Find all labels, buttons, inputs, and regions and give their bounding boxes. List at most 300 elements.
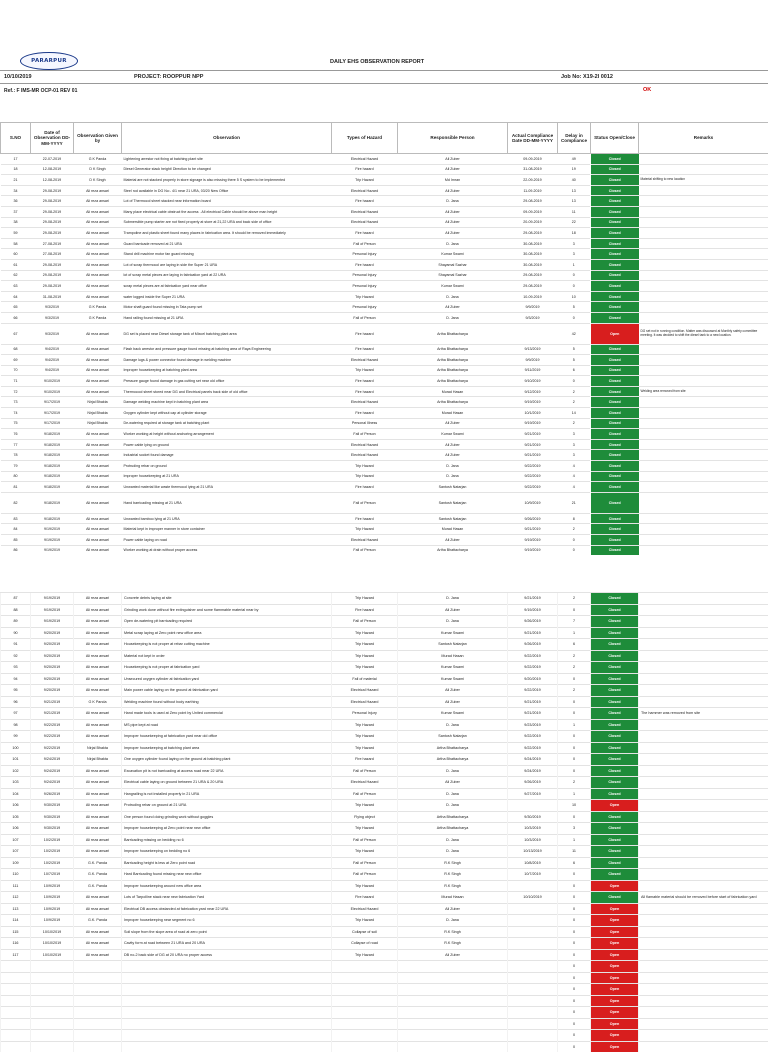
cell-remarks — [639, 846, 768, 858]
cell-delay: 0 — [558, 696, 591, 708]
cell-compliance-date — [508, 1041, 558, 1052]
table-row — [1, 627, 768, 639]
cell-sno: 117 — [1, 949, 31, 961]
cell-date: 9/22/2019 — [31, 719, 74, 731]
cell-date: 9/24/2019 — [31, 765, 74, 777]
cell-hazard-type: Fall of Person — [332, 834, 398, 846]
cell-remarks — [639, 754, 768, 766]
cell-status: Open — [591, 961, 639, 973]
cell-responsible: Kumar Swami — [398, 627, 508, 639]
cell-date: 9/18/2019 — [31, 461, 74, 472]
cell-remarks — [639, 281, 768, 292]
cell-responsible: Santosh Natarjan — [398, 492, 508, 513]
cell-hazard-type: Trip Hazard — [332, 742, 398, 754]
cell-status: Open — [591, 903, 639, 915]
cell-hazard-type: Fire hazard — [332, 892, 398, 904]
cell-remarks: The hammer was removed from site — [639, 708, 768, 720]
cell-responsible: Ali Zuber — [398, 777, 508, 789]
table-row — [1, 175, 768, 186]
cell-remarks: Welding area removed from site — [639, 386, 768, 397]
cell-responsible: R.K Singh — [398, 926, 508, 938]
cell-given-by: Ali reza ansari — [74, 938, 122, 950]
cell-observation: Improper housekeeping at batching plant area — [122, 365, 332, 376]
cell-status: Closed — [591, 206, 639, 217]
cell-sno: 103 — [1, 777, 31, 789]
cell-hazard-type: Fire hazard — [332, 482, 398, 493]
cell-remarks — [639, 1030, 768, 1042]
cell-observation: Power cable lying on ground — [122, 439, 332, 450]
cell-compliance-date: 9/9/2019 — [508, 355, 558, 366]
cell-status: Closed — [591, 450, 639, 461]
cell-observation: Improper housekeeping near segment no 6 — [122, 915, 332, 927]
cell-given-by: Ali reza ansari — [74, 949, 122, 961]
cell-status: Closed — [591, 823, 639, 835]
cell-compliance-date: 9/20/2019 — [508, 673, 558, 685]
cell-status: Closed — [591, 302, 639, 313]
cell-given-by: D K Singh — [74, 175, 122, 186]
cell-sno: 36 — [1, 196, 31, 207]
cell-hazard-type: Fall of material — [332, 673, 398, 685]
cell-date: 10/2/2019 — [31, 834, 74, 846]
cell-date: 29-08-2019 — [31, 185, 74, 196]
cell-responsible: Artha Bhattacharya — [398, 742, 508, 754]
cell-delay: 0 — [558, 880, 591, 892]
cell-sno: 81 — [1, 482, 31, 493]
cell-date: 9/30/2019 — [31, 811, 74, 823]
cell-given-by: Ali reza ansari — [74, 450, 122, 461]
cell-date: 9/3/2019 — [31, 302, 74, 313]
cell-remarks — [639, 1007, 768, 1019]
cell-status: Closed — [591, 708, 639, 720]
cell-responsible: Ali Zuber — [398, 949, 508, 961]
cell-compliance-date: 30-08-2019 — [508, 238, 558, 249]
cell-hazard-type: Fire hazard — [332, 344, 398, 355]
cell-remarks — [639, 995, 768, 1007]
cell-compliance-date — [508, 972, 558, 984]
table-row — [1, 857, 768, 869]
col-delay: Delay in Compliance — [558, 123, 591, 154]
cell-sno: 72 — [1, 386, 31, 397]
cell-responsible: D. Jana — [398, 719, 508, 731]
cell-status: Closed — [591, 857, 639, 869]
table-row — [1, 903, 768, 915]
cell-delay: 0 — [558, 915, 591, 927]
cell-sno — [1, 1041, 31, 1052]
cell-sno: 74 — [1, 408, 31, 419]
cell-hazard-type: Trip Hazard — [332, 846, 398, 858]
cell-hazard-type: Trip Hazard — [332, 593, 398, 605]
cell-hazard-type: Fire hazard — [332, 228, 398, 239]
cell-hazard-type: Electrical Hazard — [332, 450, 398, 461]
cell-sno: 68 — [1, 344, 31, 355]
cell-observation: Barricading height is less at Zero point road — [122, 857, 332, 869]
company-logo — [20, 52, 78, 70]
cell-date: 9/30/2019 — [31, 800, 74, 812]
cell-date: 29-08-2019 — [31, 196, 74, 207]
cell-remarks — [639, 800, 768, 812]
cell-remarks — [639, 788, 768, 800]
cell-delay: 0 — [558, 984, 591, 996]
cell-remarks — [639, 961, 768, 973]
table-row — [1, 376, 768, 387]
cell-responsible: Murad Hasan — [398, 650, 508, 662]
cell-sno: 86 — [1, 545, 31, 555]
cell-hazard-type — [332, 961, 398, 973]
cell-observation: Material not kept in order — [122, 650, 332, 662]
cell-hazard-type: Fire hazard — [332, 376, 398, 387]
cell-responsible: D. Jana — [398, 593, 508, 605]
cell-compliance-date: 9/26/2019 — [508, 639, 558, 651]
cell-observation: Many place electrical cable obstruct the access . All electrical Cable should be above man height — [122, 206, 332, 217]
cell-hazard-type: Collapse of soil — [332, 926, 398, 938]
cell-responsible: Murad Hasan — [398, 892, 508, 904]
cell-observation: Main power cable laying on the ground at fabrication yard — [122, 685, 332, 697]
cell-hazard-type: Fall of Person — [332, 857, 398, 869]
cell-observation: Lightening arrestor not fixing at batching plant site — [122, 154, 332, 165]
cell-compliance-date: 9/21/2019 — [508, 696, 558, 708]
cell-observation — [122, 1030, 332, 1042]
cell-sno: 63 — [1, 281, 31, 292]
cell-observation: Hard Barricading found missing near new office — [122, 869, 332, 881]
cell-date: 9/20/2019 — [31, 627, 74, 639]
cell-status: Open — [591, 926, 639, 938]
cell-remarks — [639, 312, 768, 323]
cell-sno: 73 — [1, 397, 31, 408]
cell-date: 29-08-2019 — [31, 281, 74, 292]
cell-date: 9/4/2019 — [31, 355, 74, 366]
cell-hazard-type: Personal Injury — [332, 270, 398, 281]
cell-delay: 10 — [558, 800, 591, 812]
cell-responsible: Ali Zuber — [398, 685, 508, 697]
cell-responsible: Ali Zuber — [398, 418, 508, 429]
cell-status: Closed — [591, 616, 639, 628]
cell-responsible: D. Jana — [398, 196, 508, 207]
cell-status: Closed — [591, 196, 639, 207]
cell-sno: 90 — [1, 627, 31, 639]
cell-sno: 94 — [1, 673, 31, 685]
cell-hazard-type: Electrical Hazard — [332, 696, 398, 708]
cell-sno — [1, 972, 31, 984]
cell-sno: 17 — [1, 154, 31, 165]
cell-date: 9/10/2019 — [31, 386, 74, 397]
cell-hazard-type — [332, 972, 398, 984]
cell-given-by: Ali reza ansari — [74, 238, 122, 249]
cell-responsible: R.K Singh — [398, 880, 508, 892]
cell-status: Closed — [591, 765, 639, 777]
divider — [0, 83, 768, 84]
cell-sno: 91 — [1, 639, 31, 651]
cell-hazard-type: Personal Illness — [332, 418, 398, 429]
cell-date: 9/17/2019 — [31, 397, 74, 408]
cell-given-by: Ali reza ansari — [74, 662, 122, 674]
cell-sno: 79 — [1, 461, 31, 472]
cell-status: Closed — [591, 662, 639, 674]
cell-compliance-date — [508, 323, 558, 344]
cell-responsible: D. Jana — [398, 846, 508, 858]
cell-delay: 0 — [558, 938, 591, 950]
cell-compliance-date: 10/8/2019 — [508, 857, 558, 869]
cell-status: Open — [591, 995, 639, 1007]
cell-given-by: Ali reza ansari — [74, 386, 122, 397]
table-row — [1, 639, 768, 651]
cell-compliance-date: 10/1/2019 — [508, 408, 558, 419]
report-sheet-page-2 — [0, 592, 768, 1052]
cell-responsible: D. Jana — [398, 471, 508, 482]
cell-remarks — [639, 673, 768, 685]
cell-given-by: Ali reza ansari — [74, 492, 122, 513]
cell-given-by: D K Singh — [74, 164, 122, 175]
table-row — [1, 545, 768, 555]
cell-given-by: Ali reza ansari — [74, 834, 122, 846]
cell-status: Closed — [591, 386, 639, 397]
cell-hazard-type: Fire hazard — [332, 513, 398, 524]
cell-delay: 0 — [558, 281, 591, 292]
cell-sno: 96 — [1, 696, 31, 708]
cell-status: Closed — [591, 238, 639, 249]
cell-remarks — [639, 915, 768, 927]
cell-compliance-date: 20-09-2019 — [508, 217, 558, 228]
cell-delay: 2 — [558, 777, 591, 789]
cell-date: 29-08-2019 — [31, 206, 74, 217]
cell-hazard-type: Electrical Hazard — [332, 903, 398, 915]
cell-date: 22-07-2019 — [31, 154, 74, 165]
cell-responsible: D. Jana — [398, 616, 508, 628]
cell-date: 9/10/2019 — [31, 376, 74, 387]
cell-status: Closed — [591, 545, 639, 555]
col-compliance-date: Actual Compliance Date DD-MM-YYYY — [508, 123, 558, 154]
cell-responsible: Ali Zuber — [398, 903, 508, 915]
cell-hazard-type: Trip Hazard — [332, 461, 398, 472]
cell-hazard-type: Personal Injury — [332, 708, 398, 720]
cell-responsible: Santosh Natarjan — [398, 482, 508, 493]
cell-responsible: Artha Bhattacharya — [398, 365, 508, 376]
cell-remarks — [639, 719, 768, 731]
cell-remarks — [639, 270, 768, 281]
cell-compliance-date — [508, 1007, 558, 1019]
cell-compliance-date: 9/12/2019 — [508, 386, 558, 397]
cell-observation: DB no-2 back side of DG at 20 URA no proper access — [122, 949, 332, 961]
cell-given-by: G.K. Panda — [74, 857, 122, 869]
cell-given-by: Ali reza ansari — [74, 811, 122, 823]
cell-compliance-date — [508, 800, 558, 812]
cell-hazard-type: Personal Injury — [332, 249, 398, 260]
ok-indicator: OK — [643, 87, 651, 93]
cell-given-by: Ali reza ansari — [74, 685, 122, 697]
cell-hazard-type: Trip Hazard — [332, 650, 398, 662]
cell-delay: 0 — [558, 545, 591, 555]
table-row — [1, 471, 768, 482]
cell-remarks — [639, 662, 768, 674]
cell-observation: Soil slope from the slope area of road at zero point — [122, 926, 332, 938]
table-row — [1, 708, 768, 720]
cell-observation: Unwanted material like waste thermocol lying at 21 URA — [122, 482, 332, 493]
divider — [0, 70, 768, 71]
cell-delay: 2 — [558, 593, 591, 605]
cell-responsible: Artha Bhattacharya — [398, 344, 508, 355]
cell-delay: 5 — [558, 344, 591, 355]
cell-remarks — [639, 880, 768, 892]
cell-sno: 95 — [1, 685, 31, 697]
cell-compliance-date: 9/24/2019 — [508, 754, 558, 766]
cell-sno: 88 — [1, 604, 31, 616]
cell-status: Closed — [591, 429, 639, 440]
cell-given-by: Ali reza ansari — [74, 800, 122, 812]
cell-sno: 115 — [1, 926, 31, 938]
cell-observation: lot of scrap metal pieces are laying in fabrication yard at 22 URA — [122, 270, 332, 281]
cell-remarks — [639, 164, 768, 175]
cell-hazard-type: Electrical Hazard — [332, 217, 398, 228]
cell-remarks: DG set not in running condition. Matter was discussed at Monthly safety committee meeting. It was decided to shift the diesel tank to a new location. — [639, 323, 768, 344]
cell-status: Closed — [591, 627, 639, 639]
col-given-by: Observation Given by — [74, 123, 122, 154]
cell-delay: 0 — [558, 949, 591, 961]
table-body — [1, 593, 768, 1052]
cell-status: Open — [591, 1030, 639, 1042]
cell-date: 9/18/2019 — [31, 482, 74, 493]
report-header — [0, 50, 768, 122]
cell-responsible: Artha Bhattacharya — [398, 397, 508, 408]
cell-date: 9/19/2019 — [31, 593, 74, 605]
cell-status: Closed — [591, 471, 639, 482]
cell-given-by: Ali reza ansari — [74, 471, 122, 482]
cell-hazard-type: Trip Hazard — [332, 731, 398, 743]
cell-responsible: Santosh Natarjan — [398, 513, 508, 524]
cell-compliance-date: 9/27/2019 — [508, 788, 558, 800]
cell-given-by: Nirjal Bhakta — [74, 397, 122, 408]
cell-remarks — [639, 639, 768, 651]
cell-delay: 4 — [558, 461, 591, 472]
cell-date: 9/19/2019 — [31, 616, 74, 628]
table-row — [1, 972, 768, 984]
cell-observation: One person found doing grinding work without goggles — [122, 811, 332, 823]
cell-observation — [122, 984, 332, 996]
cell-status: Closed — [591, 312, 639, 323]
cell-sno: 97 — [1, 708, 31, 720]
cell-compliance-date — [508, 926, 558, 938]
cell-compliance-date: 9/24/2019 — [508, 765, 558, 777]
table-row — [1, 880, 768, 892]
cell-responsible: Murad Hasan — [398, 524, 508, 535]
cell-delay: 5 — [558, 302, 591, 313]
cell-sno: 58 — [1, 238, 31, 249]
cell-given-by: Ali reza ansari — [74, 185, 122, 196]
cell-date — [31, 961, 74, 973]
cell-observation — [122, 995, 332, 1007]
cell-responsible: D. Jana — [398, 461, 508, 472]
cell-compliance-date: 9/21/2019 — [508, 627, 558, 639]
cell-observation: One oxygen cylinder found laying on the ground at batching plant — [122, 754, 332, 766]
cell-date: 10/9/2019 — [31, 903, 74, 915]
cell-status: Closed — [591, 673, 639, 685]
cell-date: 9/20/2019 — [31, 673, 74, 685]
cell-observation: Electrical DB access obstarcled at fabrication yard near 22 URA — [122, 903, 332, 915]
cell-given-by: G K Panda — [74, 312, 122, 323]
table-row — [1, 228, 768, 239]
cell-delay: 0 — [558, 1018, 591, 1030]
cell-remarks — [639, 217, 768, 228]
cell-observation: Protruding rebar on ground — [122, 461, 332, 472]
cell-given-by — [74, 961, 122, 973]
cell-given-by: Ali reza ansari — [74, 593, 122, 605]
cell-observation: Hand railing found missing at 21 URA — [122, 312, 332, 323]
cell-responsible — [398, 1041, 508, 1052]
cell-delay: 2 — [558, 386, 591, 397]
table-row — [1, 811, 768, 823]
cell-observation: Unwanted bamboo lying at 21 URA — [122, 513, 332, 524]
cell-hazard-type: Trip Hazard — [332, 175, 398, 186]
cell-hazard-type: Trip Hazard — [332, 880, 398, 892]
cell-given-by: Ali reza ansari — [74, 765, 122, 777]
cell-compliance-date — [508, 915, 558, 927]
cell-delay: 3 — [558, 439, 591, 450]
table-row — [1, 429, 768, 440]
cell-date: 29-08-2019 — [31, 228, 74, 239]
cell-given-by: Ali reza ansari — [74, 461, 122, 472]
cell-compliance-date: 9/21/2019 — [508, 524, 558, 535]
cell-status: Open — [591, 1007, 639, 1019]
cell-sno: 98 — [1, 719, 31, 731]
cell-status: Closed — [591, 892, 639, 904]
cell-status: Closed — [591, 524, 639, 535]
cell-compliance-date: 9/19/2019 — [508, 545, 558, 555]
cell-responsible: D. Jana — [398, 800, 508, 812]
table-row — [1, 281, 768, 292]
cell-observation: Worker working at height without anchoring arrangement — [122, 429, 332, 440]
cell-compliance-date — [508, 938, 558, 950]
cell-status: Closed — [591, 185, 639, 196]
table-row — [1, 650, 768, 662]
cell-observation: Protruding rebar on ground at 21 URA — [122, 800, 332, 812]
cell-observation — [122, 961, 332, 973]
cell-remarks — [639, 524, 768, 535]
table-row — [1, 386, 768, 397]
cell-date: 9/22/2019 — [31, 731, 74, 743]
cell-delay: 22 — [558, 217, 591, 228]
cell-delay: 1 — [558, 627, 591, 639]
cell-responsible: Artha Bhattacharya — [398, 754, 508, 766]
cell-hazard-type: Trip Hazard — [332, 639, 398, 651]
cell-sno: 85 — [1, 535, 31, 546]
cell-delay: 0 — [558, 376, 591, 387]
cell-date: 10/2/2019 — [31, 846, 74, 858]
table-row — [1, 961, 768, 973]
cell-observation: Submersible pump starter are not fixed properly at store at 21,22 URA and back side of office — [122, 217, 332, 228]
cell-date: 29-08-2019 — [31, 270, 74, 281]
cell-hazard-type: Electrical Hazard — [332, 154, 398, 165]
cell-status: Open — [591, 1041, 639, 1052]
cell-compliance-date: 30-08-2019 — [508, 249, 558, 260]
cell-sno — [1, 1030, 31, 1042]
cell-status: Closed — [591, 439, 639, 450]
cell-date: 9/4/2019 — [31, 344, 74, 355]
cell-responsible: Kumar Swami — [398, 708, 508, 720]
cell-responsible: D. Jana — [398, 291, 508, 302]
cell-observation: DG set is placed near Diesel storage tank of Mixcel batching plant area — [122, 323, 332, 344]
col-observation: Observation — [122, 123, 332, 154]
cell-delay: 1 — [558, 788, 591, 800]
cell-compliance-date: 29-08-2019 — [508, 196, 558, 207]
cell-delay: 8 — [558, 513, 591, 524]
cell-date: 29-08-2019 — [31, 259, 74, 270]
cell-sno: 107 — [1, 846, 31, 858]
table-row — [1, 206, 768, 217]
cell-delay: 0 — [558, 742, 591, 754]
cell-given-by: G.K. Panda — [74, 869, 122, 881]
cell-delay: 13 — [558, 185, 591, 196]
cell-sno — [1, 984, 31, 996]
cell-given-by — [74, 972, 122, 984]
cell-sno: 106 — [1, 823, 31, 835]
